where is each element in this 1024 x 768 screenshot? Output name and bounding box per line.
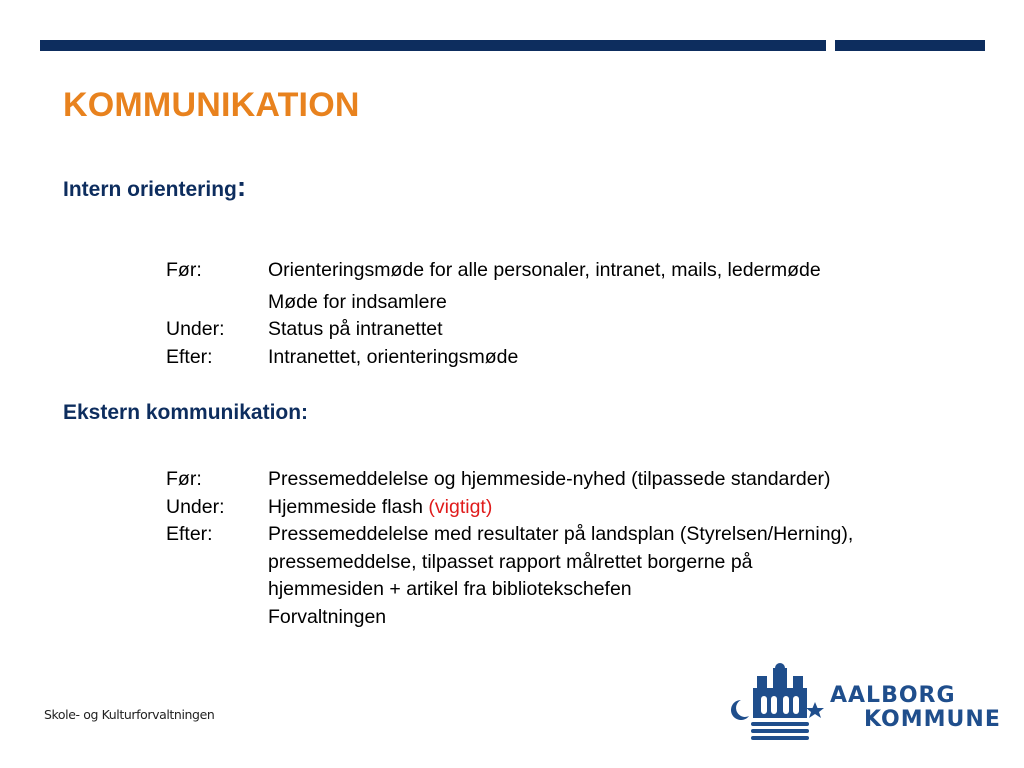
intern-row-under [166,316,988,344]
ekstern-row-text [268,494,988,522]
intern-row-text [268,257,988,316]
intern-row-efter [166,344,988,372]
logo-text-kommune: KOMMUNE [864,707,1001,732]
ekstern-row-line: pressemeddelse, tilpasset rapport målrettet borgerne på [268,550,753,573]
tower-left [757,676,767,688]
intern-row-line: Status på intranettet [268,318,443,340]
slide-title: KOMMUNIKATION [63,86,360,124]
ekstern-row-label: Efter: [166,523,213,545]
intern-row-line: Orienteringsmøde for alle personaler, intranet, mails, ledermøde [268,259,821,281]
footer-organization: Skole- og Kulturforvaltningen [44,707,215,722]
ekstern-row-line [268,494,988,522]
ekstern-list [166,466,988,631]
top-accent-bar-short [835,40,985,51]
intern-row-text [268,316,988,344]
top-accent-bar-long [40,40,826,51]
ekstern-row-efter [166,521,988,631]
ekstern-row-foer [166,466,988,494]
intern-row-line: Møde for indsamlere [268,290,447,313]
tower-right [793,676,803,688]
intern-list [166,257,988,371]
ekstern-row-line: Forvaltningen [268,605,387,628]
window-1 [761,696,767,714]
intern-heading [63,171,247,202]
wave-2 [751,729,809,733]
ekstern-row-label: Før: [166,468,202,490]
ekstern-row-line: hjemmesiden + artikel fra bibliotekschefen [268,578,632,600]
ekstern-row-text [268,521,988,631]
ekstern-heading: Ekstern kommunikation: [63,401,309,424]
intern-row-foer [166,257,988,316]
ekstern-row-line: Pressemeddelelse og hjemmeside-nyhed (tilpassede standarder) [268,468,831,490]
window-2 [771,696,777,714]
window-4 [793,696,799,714]
wave-1 [751,722,809,726]
intern-row-text [268,344,988,372]
ekstern-row-text [268,466,988,494]
intern-heading-text: Intern orientering [63,178,237,201]
ekstern-row-line: Pressemeddelelse med resultater på landsplan (Styrelsen/Herning), [268,523,854,545]
window-3 [783,696,789,714]
intern-row-label: Efter: [166,345,213,368]
intern-row-label: Før: [166,259,202,281]
logo-text-aalborg: AALBORG [830,683,956,708]
ekstern-row-label: Under: [166,495,225,518]
ekstern-row-under [166,494,988,522]
crescent-moon-shape [731,700,749,720]
tower-dome [775,663,785,673]
star-shape [806,702,824,718]
intern-heading-colon: : [236,171,247,202]
highlight-note: (vigtigt) [428,495,493,518]
wave-3 [751,736,809,740]
intern-row-line: Intranettet, orienteringsmøde [268,345,519,368]
intern-row-label: Under: [166,318,225,340]
ekstern-row-line-text: Hjemmeside flash [268,495,423,518]
